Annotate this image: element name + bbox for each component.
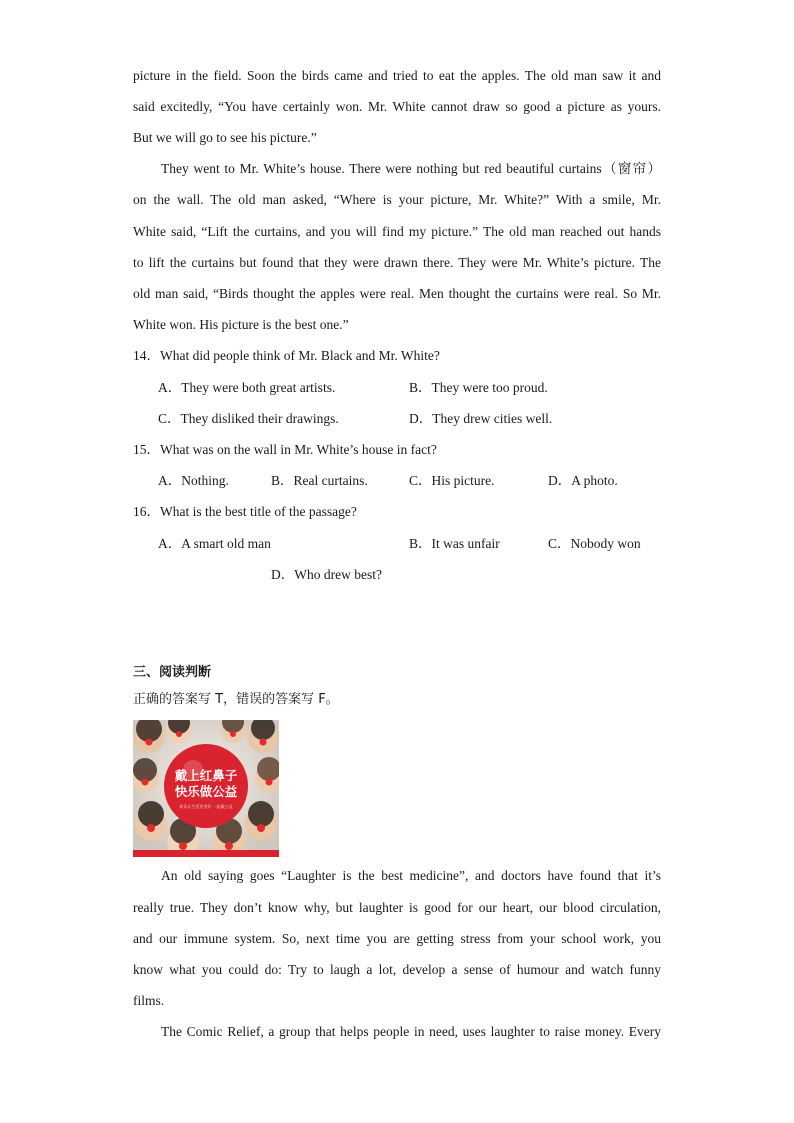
answer-option[interactable]: B．They were too proud. [409, 380, 548, 395]
story-line: said excitedly, “You have certainly won. Mr. White cannot draw so good a picture as yours. [133, 99, 661, 114]
photo-title-line2: 快乐做公益 [174, 784, 238, 799]
story-line: White won. His picture is the best one.” [133, 317, 349, 332]
passage-line: and our immune system. So, next time you are getting stress from your school work, you [133, 931, 661, 946]
answer-option[interactable]: A．They were both great artists. [158, 380, 336, 395]
passage-line: The Comic Relief, a group that helps people in need, uses laughter to raise money. Every [161, 1024, 661, 1039]
story-line: on the wall. The old man asked, “Where is your picture, Mr. White?” With a smile, Mr. [133, 192, 661, 207]
answer-option[interactable]: D．A photo. [548, 473, 618, 488]
question-stem: 14．What did people think of Mr. Black and Mr. White? [133, 348, 440, 363]
answer-option[interactable]: B．Real curtains. [271, 473, 368, 488]
question-stem: 15．What was on the wall in Mr. White’s house in fact? [133, 442, 437, 457]
story-line: They went to Mr. White’s house. There were nothing but red beautiful curtains（窗帘） [161, 161, 661, 176]
answer-option[interactable]: A．A smart old man [158, 536, 271, 551]
photo-illustration [133, 720, 279, 857]
story-line: White said, “Lift the curtains, and you will find my picture.” The old man reached out hands [133, 224, 661, 239]
story-line: picture in the field. Soon the birds came and tried to eat the apples. The old man saw it and [133, 68, 661, 83]
photo-banner [133, 850, 279, 857]
photo-subtitle: 欢乐让生活更美好 一起做公益 [179, 804, 233, 809]
answer-option[interactable]: C．Nobody won [548, 536, 641, 551]
passage-line: films. [133, 993, 165, 1008]
answer-option[interactable]: B．It was unfair [409, 536, 500, 551]
question-stem: 16．What is the best title of the passage? [133, 504, 357, 519]
answer-option[interactable]: C．They disliked their drawings. [158, 411, 339, 426]
answer-option[interactable]: D．Who drew best? [271, 567, 382, 582]
section-title: 三、阅读判断 [133, 665, 212, 680]
passage-line: An old saying goes “Laughter is the best medicine”, and doctors have found that it’s [161, 868, 661, 883]
answer-option[interactable]: A．Nothing. [158, 473, 229, 488]
section-instruction: 正确的答案写 T，错误的答案写 F。 [133, 692, 339, 707]
photo-title-line1: 戴上红鼻子 [174, 768, 238, 783]
answer-option[interactable]: D．They drew cities well. [409, 411, 553, 426]
answer-option[interactable]: C．His picture. [409, 473, 495, 488]
passage-line: know what you could do: Try to laugh a lot, develop a sense of humour and watch funny [133, 962, 661, 977]
red-nose-photo [133, 720, 279, 857]
passage-line: really true. They don’t know why, but laughter is good for our heart, our blood circulation, [133, 900, 661, 915]
story-line: to lift the curtains but found that they were drawn there. They were Mr. White’s picture. The [133, 255, 661, 270]
story-line: old man said, “Birds thought the apples were real. Men thought the curtains were real. So Mr. [133, 286, 661, 301]
story-line: But we will go to see his picture.” [133, 130, 317, 145]
